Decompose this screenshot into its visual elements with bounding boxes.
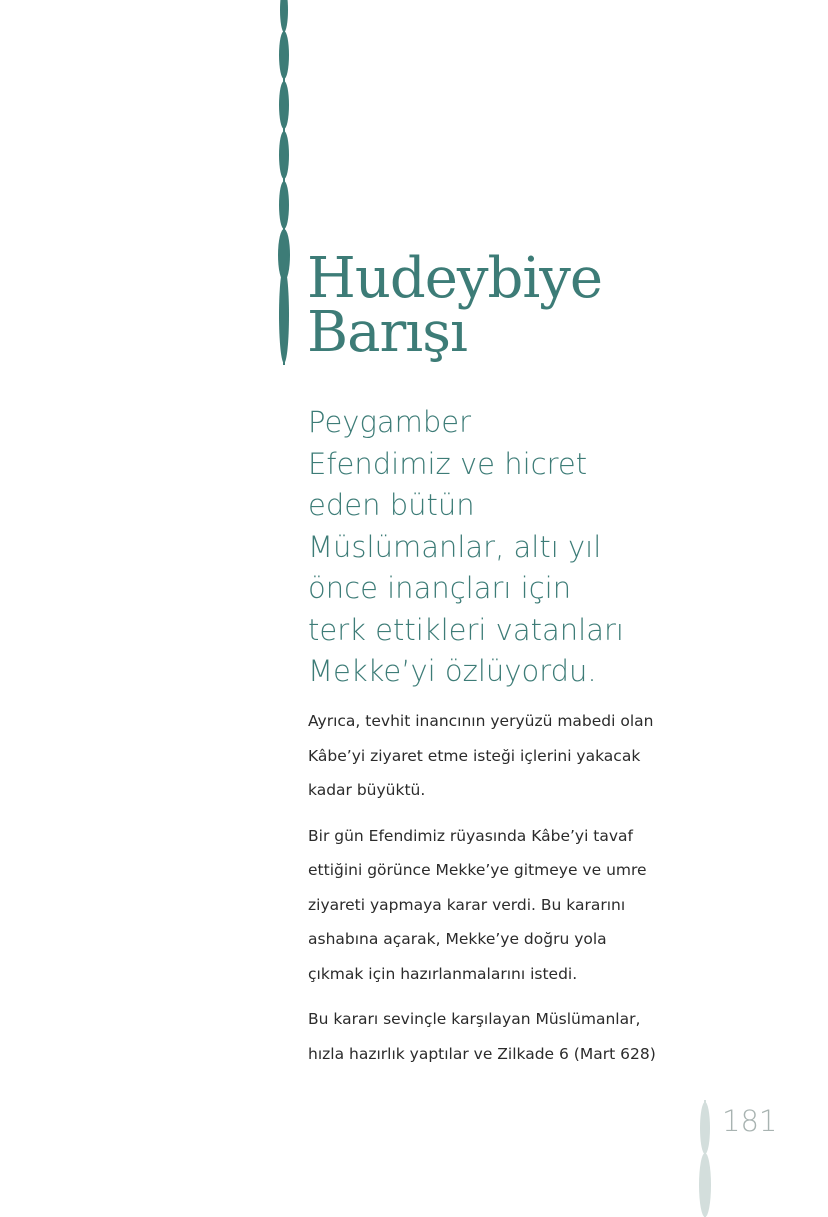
lead-line: Peygamber [308, 405, 472, 439]
lead-line: terk ettikleri vatanları [308, 612, 624, 647]
text-line: ashabına açarak, Mekke’ye doğru yola [308, 930, 607, 948]
text-line: çıkmak için hazırlanmalarını istedi. [308, 964, 578, 983]
paragraph [308, 704, 688, 808]
text-line: Ayrıca, tevhit inancının yeryüzü mabedi olan [308, 712, 654, 730]
paragraph [308, 1002, 688, 1071]
page-number: 181 [722, 1104, 778, 1138]
paragraph [308, 819, 688, 992]
lead-line: Mekke’yi özlüyordu. [308, 654, 597, 688]
text-line: Kâbe’yi ziyaret etme isteği içlerini yakacak [308, 746, 641, 765]
text-line: kadar büyüktü. [308, 781, 426, 799]
lead-line: eden bütün [308, 488, 475, 522]
lead-line: Müslümanlar, altı yıl [308, 529, 602, 564]
text-line: Bir gün Efendimiz rüyasında Kâbe’yi tavaf [308, 826, 634, 845]
page-title [307, 246, 603, 365]
text-line: hızla hazırlık yaptılar ve Zilkade 6 (Mart 628) [308, 1044, 656, 1063]
text-line: Bu kararı sevinçle karşılayan Müslümanlar, [308, 1010, 641, 1028]
text-line: ettiğini görünce Mekke’ye gitmeye ve umre [308, 861, 647, 879]
decorative-vine-line [270, 0, 298, 370]
text-line: ziyareti yapmaya karar verdi. Bu kararını [308, 895, 626, 914]
lead-paragraph [308, 402, 668, 693]
body-text [308, 704, 688, 1082]
lead-line: önce inançları için [308, 571, 572, 605]
title-line: Barışı [307, 300, 467, 365]
title-line: Hudeybiye [307, 246, 603, 311]
lead-line: Efendimiz ve hicret [308, 446, 588, 481]
page-number-decoration [695, 1100, 715, 1217]
